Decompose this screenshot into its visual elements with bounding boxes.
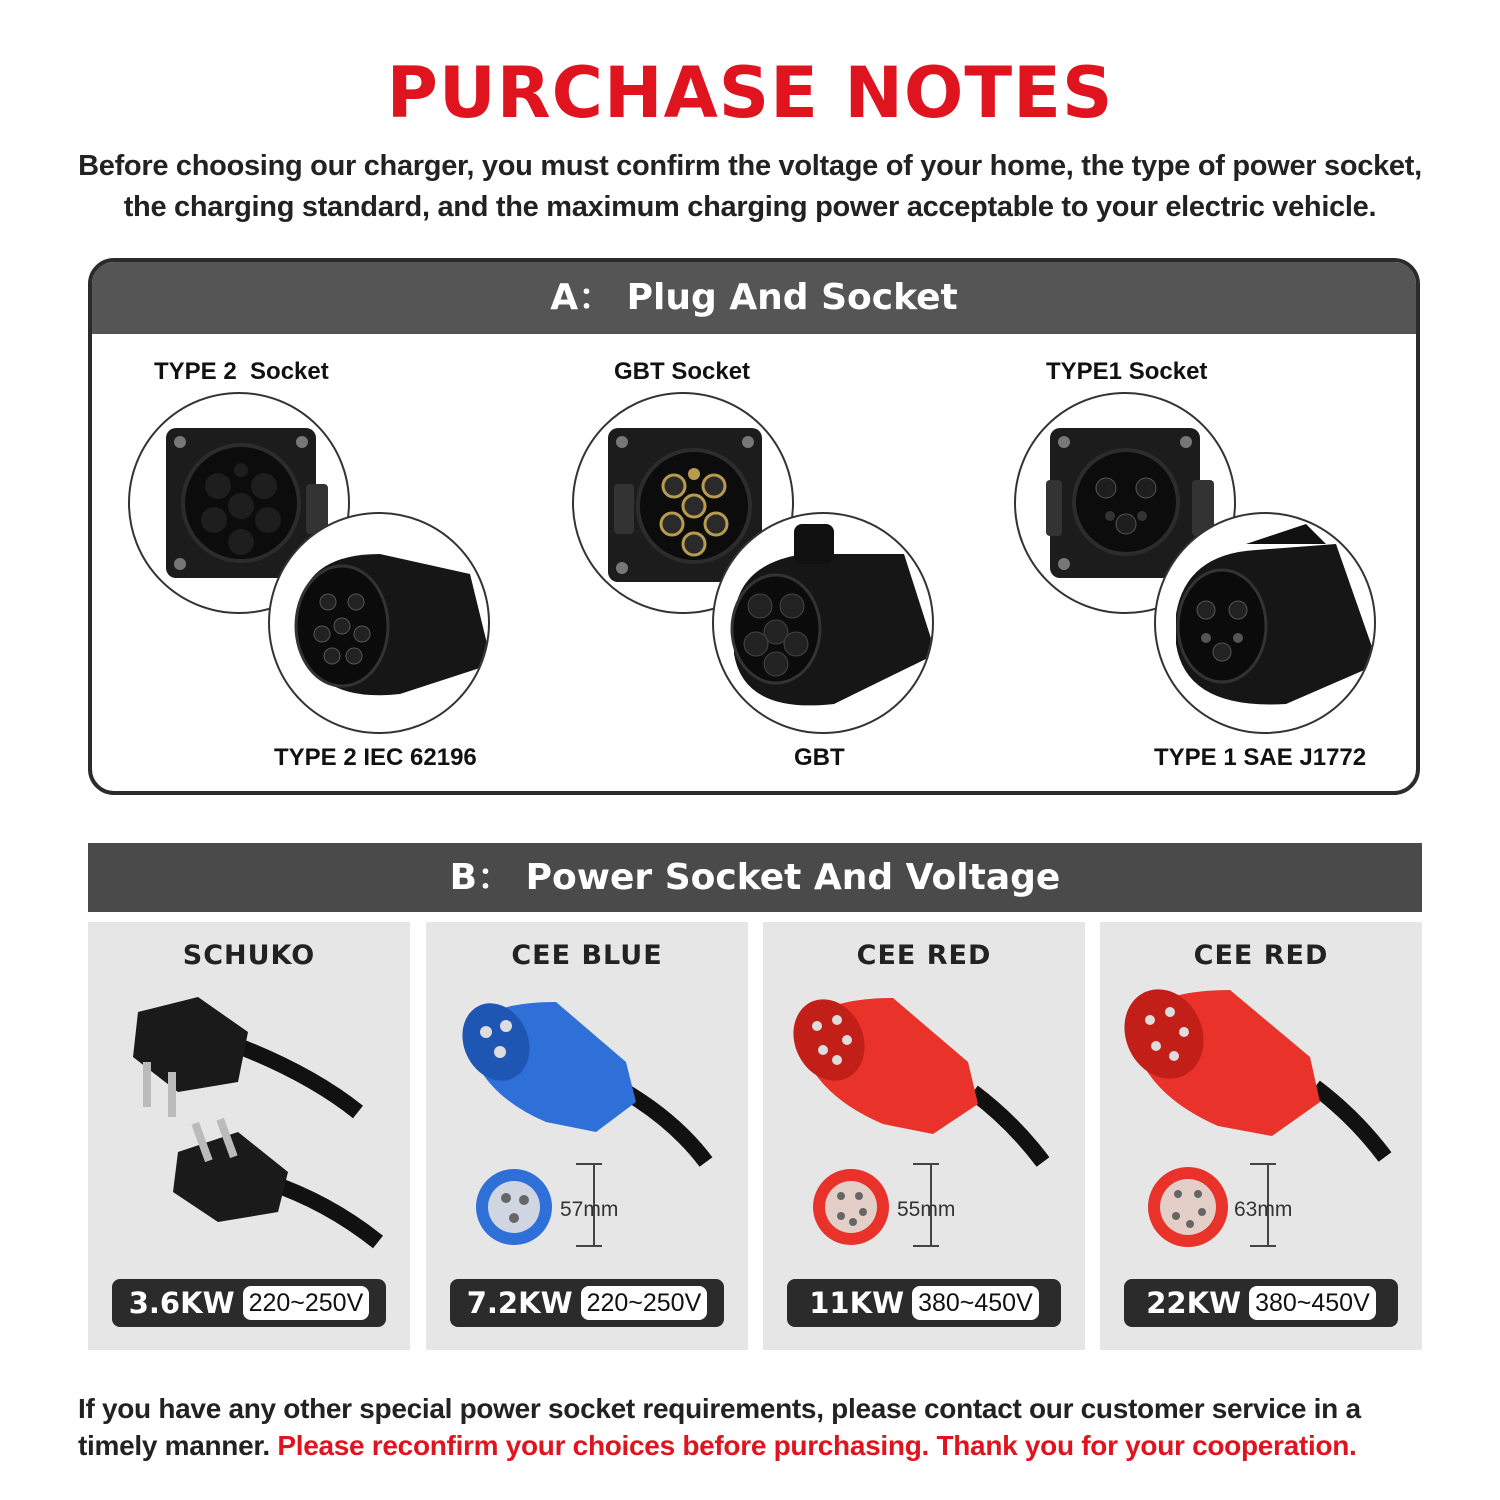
cee-blue-spec-badge: [450, 1279, 724, 1327]
cee-red-11kw-spec-badge: [787, 1279, 1061, 1327]
gbt-plug-photo: [712, 512, 934, 734]
section-b-heading: B： Power Socket And Voltage: [88, 843, 1422, 912]
gbt-socket-label: GBT Socket: [614, 358, 751, 385]
cee-red-22kw-dimension: 63mm: [1234, 1198, 1293, 1221]
cee-red-11kw-power: 11KW: [809, 1286, 905, 1320]
type2-socket-label: TYPE 2 Socket: [154, 358, 329, 385]
cee-red-11kw-voltage: 380~450V: [912, 1286, 1039, 1320]
cee-red-22kw-power: 22KW: [1146, 1286, 1242, 1320]
type1-plug-label: TYPE 1 SAE J1772: [1154, 744, 1367, 771]
gbt-plug-label: GBT: [794, 744, 845, 771]
cee-red-22kw-card: [1100, 922, 1422, 1350]
cee-red-11kw-card: [763, 922, 1085, 1350]
schuko-plug-icon: [88, 922, 410, 1272]
type1-plug-icon: [1156, 514, 1376, 734]
type2-plug-photo: [268, 512, 490, 734]
section-a-heading: A： Plug And Socket: [92, 262, 1416, 334]
intro-line-2: the charging standard, and the maximum charging power acceptable to your electric vehicle.: [123, 191, 1377, 223]
gbt-plug-icon: [714, 514, 934, 734]
page-title: PURCHASE NOTES: [386, 52, 1114, 134]
intro-text: [40, 146, 1460, 228]
type2-plug-icon: [270, 514, 490, 734]
footer-note: [78, 1390, 1428, 1464]
cee-blue-power: 7.2KW: [466, 1286, 573, 1320]
cee-red-22kw-spec-badge: [1124, 1279, 1398, 1327]
type2-plug-label: TYPE 2 IEC 62196: [274, 744, 477, 771]
cee-red-11kw-card-title: CEE RED: [856, 940, 992, 971]
cee-blue-card-title: CEE BLUE: [511, 940, 663, 971]
cee-blue-voltage: 220~250V: [581, 1286, 708, 1320]
intro-line-1: Before choosing our charger, you must confirm the voltage of your home, the type of power socket,: [78, 150, 1422, 182]
cee-red-22kw-card-title: CEE RED: [1193, 940, 1329, 971]
cee-red-11kw-dimension: 55mm: [897, 1198, 956, 1221]
cee-blue-card: [426, 922, 748, 1350]
type1-plug-photo: [1154, 512, 1376, 734]
schuko-voltage: 220~250V: [243, 1286, 370, 1320]
schuko-card-title: SCHUKO: [182, 940, 316, 971]
schuko-card: [88, 922, 410, 1350]
cee-blue-dimension: 57mm: [560, 1198, 619, 1221]
plug-and-socket-section: [88, 258, 1420, 795]
type1-socket-label: TYPE1 Socket: [1046, 358, 1208, 385]
schuko-spec-badge: [112, 1279, 386, 1327]
footer-note-highlight: Please reconfirm your choices before purchasing. Thank you for your cooperation.: [277, 1430, 1357, 1461]
cee-red-22kw-voltage: 380~450V: [1249, 1286, 1376, 1320]
footer-note-text: If you have any other special power socket requirements, please contact our customer service in a timely manner.: [78, 1393, 1361, 1461]
schuko-power: 3.6KW: [128, 1286, 235, 1320]
